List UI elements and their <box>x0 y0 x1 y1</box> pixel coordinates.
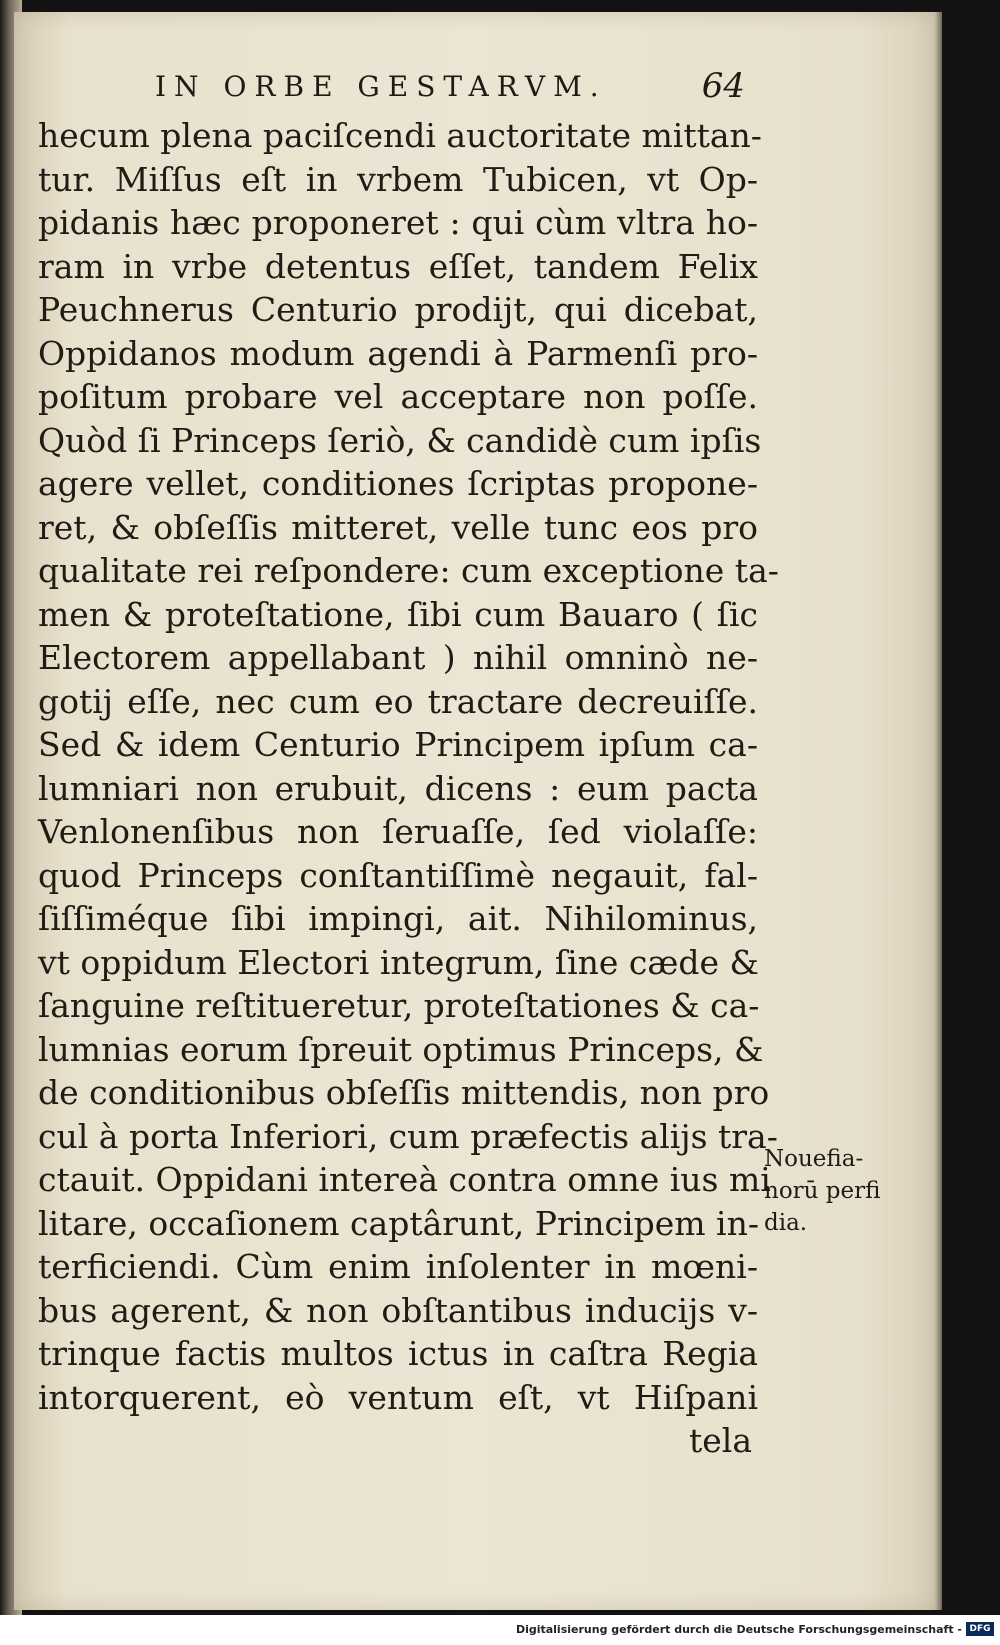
text-line: ctauit. Oppidani intereà contra omne ius mi <box>38 1160 771 1199</box>
text-line: vt oppidum Electori integrum, ſine cæde & <box>38 942 759 982</box>
footer-bar <box>0 1615 1000 1645</box>
marginal-note-line: Nouefia- <box>764 1146 864 1172</box>
text-line: qualitate rei reſpondere: cum exceptione ta- <box>38 551 779 590</box>
running-head: IN ORBE GESTARVM. <box>155 70 607 103</box>
text-line: cul à porta Inferiori, cum præfectis alijs tra- <box>38 1116 778 1156</box>
page-right-edge <box>934 12 942 1610</box>
folio-number: 64 <box>701 66 745 106</box>
marginal-note <box>764 1143 914 1239</box>
text-line: Electorem appellabant ) nihil omninò ne- <box>38 638 758 677</box>
funding-credit: Digitalisierung gefördert durch die Deutsche Forschungsgemeinschaft - <box>515 1623 962 1636</box>
text-line: hecum plena paciſcendi auctoritate mittan- <box>38 116 762 155</box>
text-line: agere vellet, conditiones ſcriptas propone- <box>38 464 758 503</box>
text-line: Quòd ſi Princeps ſeriò, & candidè cum ipſis <box>38 420 762 460</box>
dfg-logo-icon: DFG <box>966 1622 994 1636</box>
text-line: ret, & obſeſſis mitteret, velle tunc eos pro <box>38 507 758 547</box>
text-line: ſanguine reſtitueretur, proteſtationes & ca- <box>38 986 760 1025</box>
text-line: Peuchnerus Centurio prodijt, qui dicebat, <box>38 290 758 329</box>
text-line: ſiſſiméque ſibi impingi, ait. Nihilominus, <box>38 899 758 938</box>
text-line: pidanis hæc proponeret : qui cùm vltra ho- <box>38 203 758 242</box>
marginal-note-line: norū perfi <box>764 1178 881 1204</box>
text-line: quod Princeps conſtantiſſimè negauit, fal- <box>38 855 758 895</box>
body-text <box>38 114 779 1463</box>
text-line: Sed & idem Centurio Principem ipſum ca- <box>38 725 758 764</box>
text-line: men & proteſtatione, ſibi cum Bauaro ( ſic <box>38 594 758 634</box>
text-line: lumnias eorum ſpreuit optimus Princeps, & <box>38 1029 764 1069</box>
text-line: intorquerent, eò ventum eſt, vt Hiſpani <box>38 1377 758 1417</box>
catchword: tela <box>688 1421 752 1460</box>
text-line: lumniari non erubuit, dicens : eum pacta <box>38 768 758 808</box>
text-line: gotij eſſe, nec cum eo tractare decreuiſſe. <box>38 681 758 721</box>
text-line: terficiendi. Cùm enim inſolenter in mœni- <box>38 1247 758 1286</box>
text-line: tur. Miſſus eſt in vrbem Tubicen, vt Op- <box>38 159 758 199</box>
text-line: Venlonenſibus non ſeruaſſe, ſed violaſſe: <box>38 812 758 851</box>
text-line: trinque factis multos ictus in caſtra Regia <box>38 1334 758 1373</box>
marginal-note-line: dia. <box>764 1210 808 1236</box>
text-line: de conditionibus obſeſſis mittendis, non pro <box>38 1073 770 1112</box>
page-header <box>155 66 745 114</box>
text-line: ram in vrbe detentus eſſet, tandem Felix <box>38 246 758 286</box>
text-line: litare, occaſionem captârunt, Principem in- <box>38 1203 759 1243</box>
text-line: Oppidanos modum agendi à Parmenſi pro- <box>38 333 758 373</box>
text-line: bus agerent, & non obſtantibus inducijs v- <box>38 1290 758 1330</box>
text-line: poſitum probare vel acceptare non poſſe. <box>38 377 758 416</box>
